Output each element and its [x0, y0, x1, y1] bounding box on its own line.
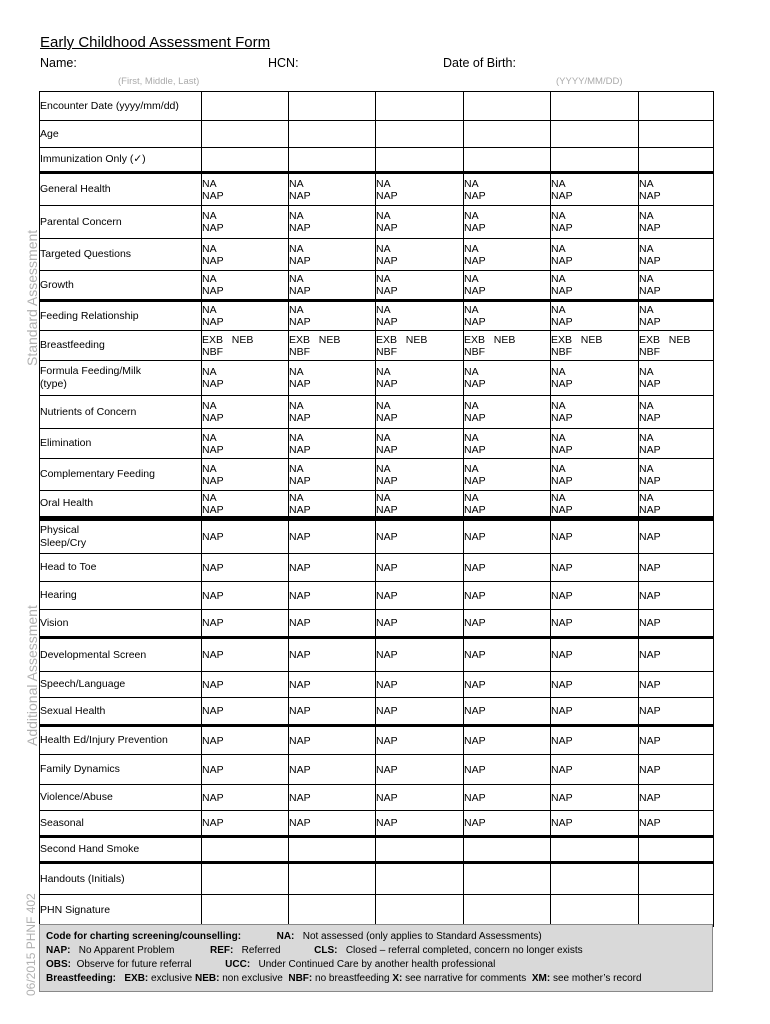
entry-cell[interactable]: NAP — [639, 755, 714, 785]
entry-cell[interactable]: NA NAP — [464, 206, 551, 239]
entry-cell[interactable]: NAP — [639, 638, 714, 672]
legend-line-2 — [46, 944, 706, 958]
entry-cell[interactable] — [464, 148, 551, 173]
row-label: Encounter Date (yyyy/mm/dd) — [40, 92, 202, 121]
table-row — [40, 519, 714, 554]
row-label: Feeding Relationship — [40, 301, 202, 331]
table-row — [40, 726, 714, 755]
row-label: Violence/Abuse — [40, 785, 202, 811]
entry-cell[interactable] — [202, 121, 289, 148]
entry-cell[interactable]: NA NAP — [289, 459, 376, 491]
legend-obs-key: OBS: — [46, 959, 71, 970]
legend-ref-text: Referred — [241, 945, 281, 956]
entry-cell[interactable]: NA NAP — [376, 271, 464, 301]
legend-ucc-text: Under Continued Care by another health professional — [258, 959, 496, 970]
row-label: Second Hand Smoke — [40, 837, 202, 863]
legend-neb-text: non exclusive — [222, 973, 283, 984]
entry-cell[interactable]: NAP — [551, 638, 639, 672]
entry-cell[interactable] — [202, 92, 289, 121]
entry-cell[interactable]: NAP — [376, 610, 464, 638]
legend-obs-text: Observe for future referral — [76, 959, 192, 970]
table-row — [40, 331, 714, 361]
entry-cell[interactable] — [289, 863, 376, 895]
entry-cell[interactable]: NAP — [639, 726, 714, 755]
table-row — [40, 582, 714, 610]
entry-cell[interactable]: NA NAP — [551, 396, 639, 429]
entry-cell[interactable] — [551, 895, 639, 927]
entry-cell[interactable] — [551, 863, 639, 895]
standard-assessment-label: Standard Assessment — [24, 229, 40, 366]
entry-cell[interactable]: NA NAP — [551, 361, 639, 396]
entry-cell[interactable]: NAP — [376, 755, 464, 785]
entry-cell[interactable]: EXB NEB NBF — [202, 331, 289, 361]
entry-cell[interactable]: NAP — [464, 519, 551, 554]
table-row — [40, 638, 714, 672]
entry-cell[interactable]: NAP — [289, 638, 376, 672]
entry-cell[interactable] — [551, 92, 639, 121]
entry-cell[interactable]: NAP — [289, 672, 376, 698]
entry-cell[interactable]: NAP — [551, 610, 639, 638]
entry-cell[interactable]: NAP — [639, 519, 714, 554]
entry-cell[interactable]: NA NAP — [639, 271, 714, 301]
entry-cell[interactable]: NAP — [202, 519, 289, 554]
entry-cell[interactable] — [289, 148, 376, 173]
table-row — [40, 396, 714, 429]
entry-cell[interactable]: NA NAP — [376, 396, 464, 429]
table-row — [40, 459, 714, 491]
entry-cell[interactable]: NAP — [289, 726, 376, 755]
entry-cell[interactable]: NA NAP — [639, 491, 714, 519]
entry-cell[interactable]: NA NAP — [376, 491, 464, 519]
row-label: General Health — [40, 173, 202, 206]
entry-cell[interactable]: NA NAP — [639, 396, 714, 429]
entry-cell[interactable] — [464, 895, 551, 927]
entry-cell[interactable]: NA NAP — [202, 271, 289, 301]
entry-cell[interactable] — [464, 92, 551, 121]
entry-cell[interactable]: NA NAP — [202, 173, 289, 206]
entry-cell[interactable] — [639, 895, 714, 927]
table-row — [40, 554, 714, 582]
table-row — [40, 239, 714, 271]
entry-cell[interactable]: NA NAP — [551, 271, 639, 301]
name-label: Name: — [40, 56, 77, 70]
row-label: Targeted Questions — [40, 239, 202, 271]
entry-cell[interactable]: NA NAP — [639, 206, 714, 239]
entry-cell[interactable]: NAP — [639, 785, 714, 811]
entry-cell[interactable]: NAP — [551, 755, 639, 785]
entry-cell[interactable]: NA NAP — [464, 491, 551, 519]
legend-x-key: X: — [392, 973, 403, 984]
entry-cell[interactable]: NAP — [202, 638, 289, 672]
form-title: Early Childhood Assessment Form — [40, 34, 271, 51]
dob-hint: (YYYY/MM/DD) — [556, 76, 623, 87]
row-label: Health Ed/Injury Prevention — [40, 726, 202, 755]
entry-cell[interactable]: NAP — [376, 519, 464, 554]
legend-nap-key: NAP: — [46, 945, 71, 956]
table-row — [40, 785, 714, 811]
entry-cell[interactable]: NA NAP — [202, 429, 289, 459]
entry-cell[interactable]: NA NAP — [551, 173, 639, 206]
entry-cell[interactable] — [551, 837, 639, 863]
entry-cell[interactable]: NAP — [376, 554, 464, 582]
entry-cell[interactable]: NAP — [464, 582, 551, 610]
table-row — [40, 837, 714, 863]
entry-cell[interactable]: EXB NEB NBF — [376, 331, 464, 361]
entry-cell[interactable] — [376, 863, 464, 895]
entry-cell[interactable]: NA NAP — [202, 491, 289, 519]
entry-cell[interactable]: NAP — [202, 698, 289, 726]
table-row — [40, 429, 714, 459]
entry-cell[interactable]: NAP — [376, 698, 464, 726]
entry-cell[interactable]: NA NAP — [376, 206, 464, 239]
entry-cell[interactable]: NAP — [551, 698, 639, 726]
table-row — [40, 811, 714, 837]
entry-cell[interactable] — [551, 121, 639, 148]
row-label: Family Dynamics — [40, 755, 202, 785]
entry-cell[interactable]: EXB NEB NBF — [639, 331, 714, 361]
entry-cell[interactable] — [202, 895, 289, 927]
row-label: Complementary Feeding — [40, 459, 202, 491]
entry-cell[interactable]: NA NAP — [551, 239, 639, 271]
entry-cell[interactable]: EXB NEB NBF — [289, 331, 376, 361]
entry-cell[interactable] — [639, 148, 714, 173]
entry-cell[interactable]: NAP — [376, 785, 464, 811]
entry-cell[interactable]: NAP — [202, 785, 289, 811]
entry-cell[interactable]: NA NAP — [551, 301, 639, 331]
entry-cell[interactable]: NAP — [202, 554, 289, 582]
legend-xm-key: XM: — [531, 973, 551, 984]
entry-cell[interactable]: NAP — [376, 726, 464, 755]
entry-cell[interactable]: NAP — [202, 726, 289, 755]
entry-cell[interactable]: NAP — [551, 519, 639, 554]
entry-cell[interactable]: NAP — [551, 726, 639, 755]
entry-cell[interactable]: NAP — [289, 698, 376, 726]
hcn-label: HCN: — [268, 56, 299, 70]
entry-cell[interactable]: NA NAP — [376, 459, 464, 491]
legend-line-3 — [46, 958, 706, 972]
entry-cell[interactable] — [639, 863, 714, 895]
entry-cell[interactable]: NA NAP — [639, 361, 714, 396]
entry-cell[interactable] — [551, 148, 639, 173]
entry-cell[interactable]: NAP — [551, 811, 639, 837]
entry-cell[interactable]: NAP — [464, 726, 551, 755]
dob-label: Date of Birth: — [443, 56, 516, 70]
table-row — [40, 206, 714, 239]
entry-cell[interactable]: NA NAP — [464, 429, 551, 459]
entry-cell[interactable]: NA NAP — [551, 459, 639, 491]
entry-cell[interactable]: NA NAP — [639, 301, 714, 331]
entry-cell[interactable]: NA NAP — [464, 271, 551, 301]
table-row — [40, 271, 714, 301]
entry-cell[interactable]: NAP — [464, 755, 551, 785]
entry-cell[interactable]: NAP — [202, 755, 289, 785]
row-label: Speech/Language — [40, 672, 202, 698]
entry-cell[interactable]: NA NAP — [551, 491, 639, 519]
entry-cell[interactable]: NAP — [376, 811, 464, 837]
legend-line-4 — [46, 972, 706, 986]
row-label: Parental Concern — [40, 206, 202, 239]
row-label: Elimination — [40, 429, 202, 459]
entry-cell[interactable]: NA NAP — [639, 429, 714, 459]
entry-cell[interactable]: NA NAP — [376, 239, 464, 271]
row-label: Vision — [40, 610, 202, 638]
entry-cell[interactable]: NA NAP — [376, 173, 464, 206]
row-label: Developmental Screen — [40, 638, 202, 672]
legend-x-text: see narrative for comments — [405, 973, 527, 984]
table-row — [40, 92, 714, 121]
entry-cell[interactable]: NAP — [639, 554, 714, 582]
entry-cell[interactable]: NAP — [639, 698, 714, 726]
entry-cell[interactable]: NA NAP — [376, 301, 464, 331]
row-label: Physical Sleep/Cry — [40, 519, 202, 554]
entry-cell[interactable]: NA NAP — [202, 239, 289, 271]
legend-ucc-key: UCC: — [225, 959, 251, 970]
table-row — [40, 361, 714, 396]
entry-cell[interactable]: NA NAP — [202, 396, 289, 429]
entry-cell[interactable]: NA NAP — [464, 301, 551, 331]
row-label: Age — [40, 121, 202, 148]
form-code-label: 06/2015 PHNF 402 — [24, 893, 38, 996]
entry-cell[interactable]: NAP — [464, 638, 551, 672]
legend-line-1 — [46, 930, 706, 944]
entry-cell[interactable]: NAP — [464, 785, 551, 811]
entry-cell[interactable]: NAP — [289, 811, 376, 837]
entry-cell[interactable]: NAP — [639, 610, 714, 638]
entry-cell[interactable]: NAP — [376, 672, 464, 698]
entry-cell[interactable]: NA NAP — [376, 361, 464, 396]
legend-nbf-key: NBF: — [288, 973, 313, 984]
legend-exb-key: EXB: — [124, 973, 149, 984]
legend-cls-key: CLS: — [314, 945, 338, 956]
row-label: Seasonal — [40, 811, 202, 837]
entry-cell[interactable] — [376, 895, 464, 927]
entry-cell[interactable]: NA NAP — [289, 396, 376, 429]
row-label: Oral Health — [40, 491, 202, 519]
entry-cell[interactable]: NAP — [289, 554, 376, 582]
table-row — [40, 755, 714, 785]
row-label: Immunization Only (✓) — [40, 148, 202, 173]
entry-cell[interactable]: NAP — [376, 582, 464, 610]
entry-cell[interactable]: NAP — [639, 582, 714, 610]
entry-cell[interactable]: EXB NEB NBF — [551, 331, 639, 361]
entry-cell[interactable] — [376, 92, 464, 121]
entry-cell[interactable]: NAP — [464, 698, 551, 726]
entry-cell[interactable]: NAP — [202, 811, 289, 837]
entry-cell[interactable] — [376, 148, 464, 173]
entry-cell[interactable] — [639, 837, 714, 863]
entry-cell[interactable]: NA NAP — [551, 206, 639, 239]
table-row — [40, 121, 714, 148]
table-row — [40, 491, 714, 519]
legend-nbf-text: no breastfeeding — [315, 973, 390, 984]
row-label: Hearing — [40, 582, 202, 610]
entry-cell[interactable]: NA NAP — [202, 361, 289, 396]
legend-na-key: NA: — [276, 931, 295, 942]
row-label: Nutrients of Concern — [40, 396, 202, 429]
legend-nap-text: No Apparent Problem — [78, 945, 175, 956]
row-label: Sexual Health — [40, 698, 202, 726]
entry-cell[interactable]: NAP — [289, 610, 376, 638]
entry-cell[interactable]: NA NAP — [464, 361, 551, 396]
legend-ref-key: REF: — [209, 945, 234, 956]
entry-cell[interactable]: NA NAP — [464, 396, 551, 429]
entry-cell[interactable]: NAP — [289, 519, 376, 554]
legend-bf-key: Breastfeeding: — [46, 973, 117, 984]
entry-cell[interactable]: NA NAP — [289, 429, 376, 459]
entry-cell[interactable] — [202, 148, 289, 173]
legend-cls-text: Closed – referral completed, concern no longer exists — [345, 945, 583, 956]
entry-cell[interactable]: NA NAP — [289, 206, 376, 239]
entry-cell[interactable]: NA NAP — [289, 491, 376, 519]
entry-cell[interactable]: NAP — [639, 672, 714, 698]
table-row — [40, 610, 714, 638]
row-label: Formula Feeding/Milk (type) — [40, 361, 202, 396]
entry-cell[interactable]: NAP — [551, 582, 639, 610]
entry-cell[interactable]: NAP — [289, 785, 376, 811]
entry-cell[interactable]: NAP — [464, 672, 551, 698]
legend-neb-key: NEB: — [194, 973, 220, 984]
legend-code-title: Code for charting screening/counselling: — [46, 931, 242, 942]
legend-na-text: Not assessed (only applies to Standard Assessments) — [302, 931, 542, 942]
entry-cell[interactable]: NA NAP — [202, 206, 289, 239]
row-label: Growth — [40, 271, 202, 301]
entry-cell[interactable] — [202, 863, 289, 895]
table-row — [40, 895, 714, 927]
entry-cell[interactable] — [289, 895, 376, 927]
entry-cell[interactable]: NAP — [202, 610, 289, 638]
legend-exb-text: exclusive — [151, 973, 193, 984]
entry-cell[interactable] — [639, 121, 714, 148]
entry-cell[interactable] — [289, 121, 376, 148]
entry-cell[interactable] — [376, 121, 464, 148]
table-row — [40, 863, 714, 895]
entry-cell[interactable]: NAP — [202, 582, 289, 610]
entry-cell[interactable]: NAP — [289, 755, 376, 785]
name-hint: (First, Middle, Last) — [118, 76, 200, 87]
row-label: Head to Toe — [40, 554, 202, 582]
entry-cell[interactable]: NA NAP — [289, 173, 376, 206]
table-row — [40, 672, 714, 698]
entry-cell[interactable]: EXB NEB NBF — [464, 331, 551, 361]
entry-cell[interactable]: NAP — [551, 785, 639, 811]
entry-cell[interactable] — [464, 837, 551, 863]
entry-cell[interactable] — [639, 92, 714, 121]
table-row — [40, 173, 714, 206]
entry-cell[interactable] — [376, 837, 464, 863]
entry-cell[interactable]: NAP — [464, 811, 551, 837]
entry-cell[interactable]: NA NAP — [289, 361, 376, 396]
entry-cell[interactable]: NA NAP — [464, 239, 551, 271]
entry-cell[interactable]: NAP — [464, 554, 551, 582]
entry-cell[interactable] — [464, 121, 551, 148]
entry-cell[interactable]: NAP — [289, 582, 376, 610]
table-row — [40, 698, 714, 726]
entry-cell[interactable]: NA NAP — [289, 271, 376, 301]
entry-cell[interactable]: NA NAP — [639, 459, 714, 491]
row-label: Breastfeeding — [40, 331, 202, 361]
entry-cell[interactable]: NA NAP — [202, 459, 289, 491]
table-row — [40, 301, 714, 331]
table-row — [40, 148, 714, 173]
assessment-table — [39, 91, 714, 927]
entry-cell[interactable]: NA NAP — [464, 173, 551, 206]
entry-cell[interactable]: NAP — [639, 811, 714, 837]
entry-cell[interactable]: NA NAP — [289, 239, 376, 271]
entry-cell[interactable] — [202, 837, 289, 863]
entry-cell[interactable] — [289, 837, 376, 863]
legend-box — [39, 924, 713, 992]
row-label: PHN Signature — [40, 895, 202, 927]
entry-cell[interactable]: NA NAP — [551, 429, 639, 459]
row-label: Handouts (Initials) — [40, 863, 202, 895]
entry-cell[interactable]: NA NAP — [202, 301, 289, 331]
entry-cell[interactable] — [289, 92, 376, 121]
additional-assessment-label: Additional Assessment — [24, 605, 40, 746]
entry-cell[interactable]: NAP — [464, 610, 551, 638]
legend-xm-text: see mother’s record — [552, 973, 642, 984]
entry-cell[interactable]: NA NAP — [289, 301, 376, 331]
entry-cell[interactable]: NA NAP — [639, 173, 714, 206]
entry-cell[interactable]: NA NAP — [464, 459, 551, 491]
entry-cell[interactable]: NAP — [202, 672, 289, 698]
entry-cell[interactable]: NA NAP — [376, 429, 464, 459]
entry-cell[interactable]: NAP — [376, 638, 464, 672]
entry-cell[interactable]: NA NAP — [639, 239, 714, 271]
entry-cell[interactable]: NAP — [551, 672, 639, 698]
entry-cell[interactable]: NAP — [551, 554, 639, 582]
entry-cell[interactable] — [464, 863, 551, 895]
